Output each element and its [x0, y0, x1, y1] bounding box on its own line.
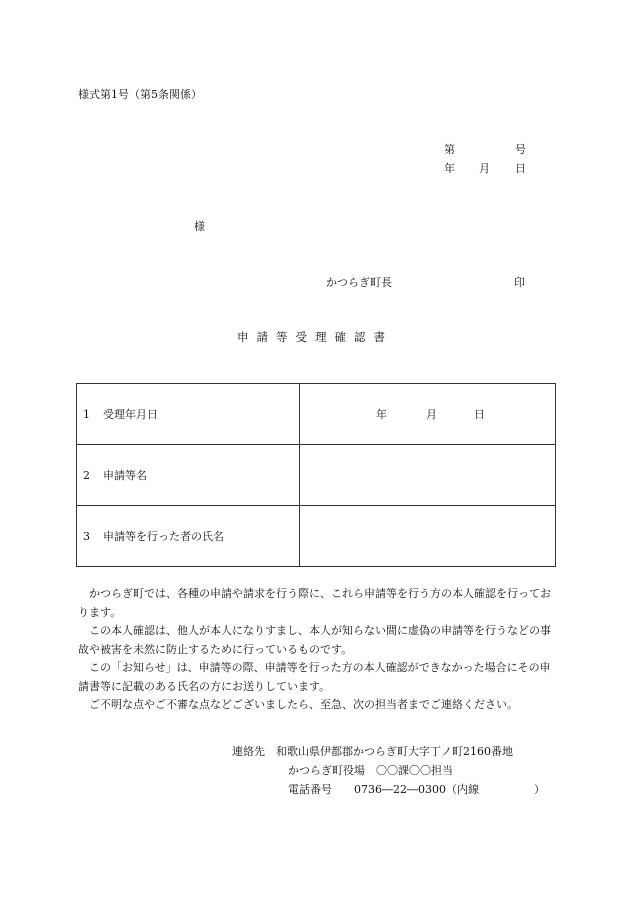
issue-date-year: 年 [444, 162, 455, 175]
notice-body [78, 585, 553, 715]
row-number: 2 [83, 469, 90, 482]
contact-office: かつらぎ町役場 〇〇課〇〇担当 [288, 764, 453, 777]
application-name-cell [300, 445, 556, 506]
receipt-date-month: 月 [426, 408, 437, 421]
row-label-text: 申請等を行った者の氏名 [103, 530, 224, 543]
row-label [77, 445, 300, 506]
issue-date-day: 日 [515, 162, 526, 175]
document-title: 申請等受理確認書 [237, 330, 393, 344]
issue-date-month: 月 [479, 162, 490, 175]
notice-paragraph: この「お知らせ」は、申請等の際、申請等を行った方の本人確認ができなかった場合にその申請書等に記載のある氏名の方にお送りしています。 [78, 661, 551, 693]
row-label-text: 申請等名 [103, 469, 147, 482]
issuer-name: かつらぎ町長 [326, 276, 392, 289]
contact-address: 連絡先 和歌山県伊都郡かつらぎ町大字丁ノ町2160番地 [232, 745, 513, 758]
doc-number-go: 号 [515, 143, 526, 156]
notice-paragraph: この本人確認は、他人が本人になりすまし、本人が知らない間に虚偽の申請等を行うなどの事故や被害を未然に防止するために行っているものです。 [78, 624, 551, 656]
contact-phone: 電話番号 0736―22―0300（内線 ） [288, 783, 545, 796]
row-label-text: 受理年月日 [103, 408, 158, 421]
applicant-name-cell [300, 506, 556, 567]
receipt-date-year: 年 [376, 408, 387, 421]
receipt-date-cell [300, 384, 556, 445]
row-number: 1 [83, 408, 90, 421]
row-label [77, 506, 300, 567]
contact-block [232, 742, 545, 799]
table-row [77, 506, 556, 567]
addressee-suffix: 様 [194, 220, 205, 233]
form-number: 様式第1号（第5条関係） [78, 88, 202, 101]
row-label [77, 384, 300, 445]
notice-paragraph: ご不明な点やご不審な点などございましたら、至急、次の担当者までご連絡ください。 [89, 698, 518, 711]
receipt-table [76, 383, 556, 567]
receipt-date-day: 日 [474, 408, 485, 421]
table-row [77, 445, 556, 506]
issuer-seal: 印 [514, 276, 525, 289]
notice-paragraph: かつらぎ町では、各種の申請や請求を行う際に、これら申請等を行う方の本人確認を行っております。 [78, 587, 551, 619]
row-number: 3 [83, 530, 90, 543]
table-row [77, 384, 556, 445]
doc-number-dai: 第 [444, 143, 455, 156]
